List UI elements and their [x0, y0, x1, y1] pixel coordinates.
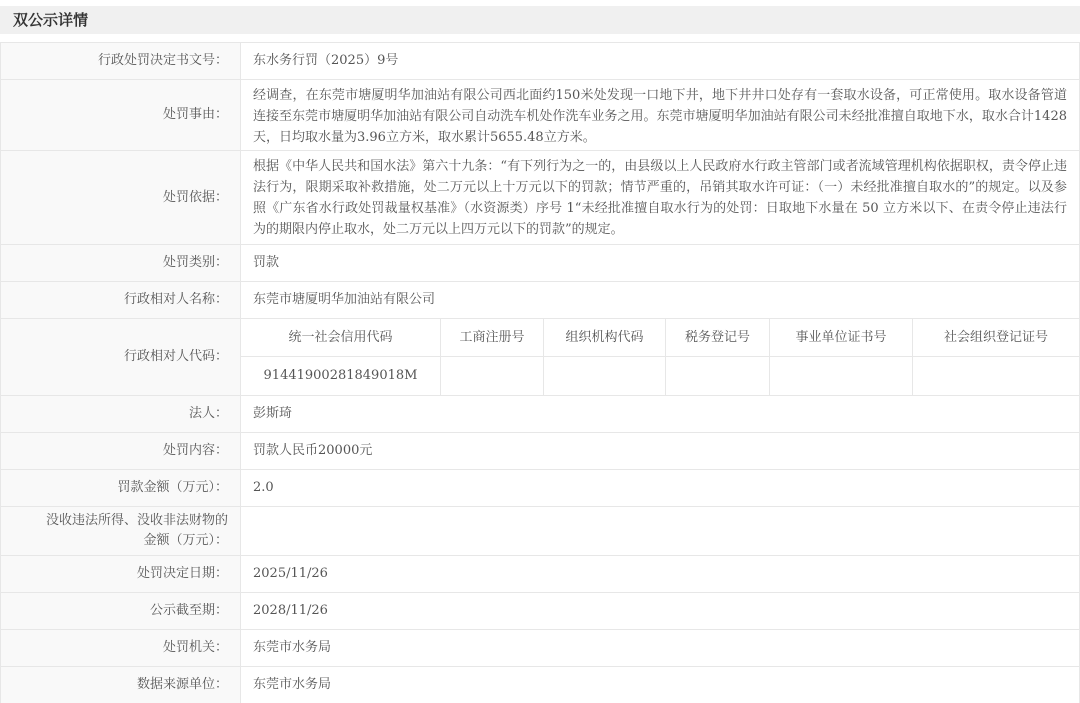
field-label: 处罚事由： [1, 80, 241, 150]
field-value: 东莞市水务局 [253, 677, 332, 692]
row-penalty-content [1, 433, 1079, 470]
field-value: 东莞市水务局 [253, 640, 332, 655]
codes-header-institution-cert: 事业单位证书号 [770, 319, 913, 357]
field-label: 行政相对人代码： [1, 319, 241, 395]
field-label: 处罚机关： [1, 630, 241, 666]
field-label: 处罚依据： [1, 151, 241, 244]
codes-header-business-reg: 工商注册号 [441, 319, 544, 357]
field-value: 东水务行罚（2025）9号 [253, 53, 399, 68]
row-penalty-reason [1, 80, 1079, 151]
codes-header-social-org-cert: 社会组织登记证号 [913, 319, 1079, 357]
field-label: 处罚类别： [1, 245, 241, 281]
codes-value-social-org-cert [913, 357, 1079, 395]
row-publicity-until [1, 593, 1079, 630]
field-label: 罚款金额（万元）： [1, 470, 241, 506]
field-value: 2028/11/26 [253, 603, 328, 618]
row-confiscation-amount [1, 507, 1079, 556]
codes-header-tax-reg: 税务登记号 [666, 319, 770, 357]
party-codes-grid [241, 319, 1079, 395]
codes-value-institution-cert [770, 357, 913, 395]
field-label-line2: 金额（万元）： [143, 533, 228, 548]
field-label: 处罚内容： [1, 433, 241, 469]
field-value: 罚款 [253, 255, 280, 270]
codes-value-uscc: 91441900281849018M [241, 357, 441, 395]
field-label: 数据来源单位： [1, 667, 241, 703]
party-codes-table [241, 319, 1079, 395]
field-label: 行政相对人名称： [1, 282, 241, 318]
row-penalty-category [1, 245, 1079, 282]
field-label: 法人： [1, 396, 241, 432]
field-value: 经调查，在东莞市塘厦明华加油站有限公司西北面约150米处发现一口地下井，地下井井口处存有一套取水设备，可正常使用。取水设备管道连接至东莞市塘厦明华加油站有限公司自动洗车机处作洗车业务之用。东莞市塘厦明华加油站有限公司未经批准擅自取地下水，取水合计1428天，日均取水量为3.96立方米，取水累计5655.48立方米。 [253, 88, 1067, 145]
field-value: 根据《中华人民共和国水法》第六十九条：“有下列行为之一的，由县级以上人民政府水行政主管部门或者流域管理机构依据职权，责令停止违法行为，限期采取补救措施，处二万元以上十万元以下的罚款；情节严重的，吊销其取水许可证：（一）未经批准擅自取水的”的规定。以及参照《广东省水行政处罚裁量权基准》（水资源类）序号 1“未经批准擅自取水行为的处罚：日取地下水量在 50 立方米以下、在责令停止违法行为的期限内停止取水，处二万元以上四万元以下的罚款”的规定。 [253, 159, 1067, 237]
row-penalty-authority [1, 630, 1079, 667]
field-value: 2.0 [253, 480, 274, 495]
penalty-detail-table [0, 42, 1080, 703]
field-label-line1: 没收违法所得、没收非法财物的 [45, 513, 228, 528]
row-penalty-basis [1, 151, 1079, 245]
field-label [1, 507, 241, 555]
row-party-name [1, 282, 1079, 319]
codes-value-tax-reg [666, 357, 770, 395]
page-title: 双公示详情 [0, 6, 1080, 34]
field-value: 罚款人民币20000元 [253, 443, 373, 458]
field-value: 东莞市塘厦明华加油站有限公司 [253, 292, 436, 307]
field-value: 彭斯琦 [253, 406, 293, 421]
row-legal-person [1, 396, 1079, 433]
codes-value-business-reg [441, 357, 544, 395]
row-penalty-doc-number [1, 43, 1079, 80]
codes-value-org-code [544, 357, 666, 395]
field-label: 行政处罚决定书文号： [1, 43, 241, 79]
field-value [241, 507, 1079, 555]
field-value: 2025/11/26 [253, 566, 328, 581]
codes-header-org-code: 组织机构代码 [544, 319, 666, 357]
row-data-source [1, 667, 1079, 703]
field-label: 处罚决定日期： [1, 556, 241, 592]
codes-header-uscc: 统一社会信用代码 [241, 319, 441, 357]
row-party-codes [1, 319, 1079, 396]
row-decision-date [1, 556, 1079, 593]
field-label: 公示截至期： [1, 593, 241, 629]
row-fine-amount [1, 470, 1079, 507]
